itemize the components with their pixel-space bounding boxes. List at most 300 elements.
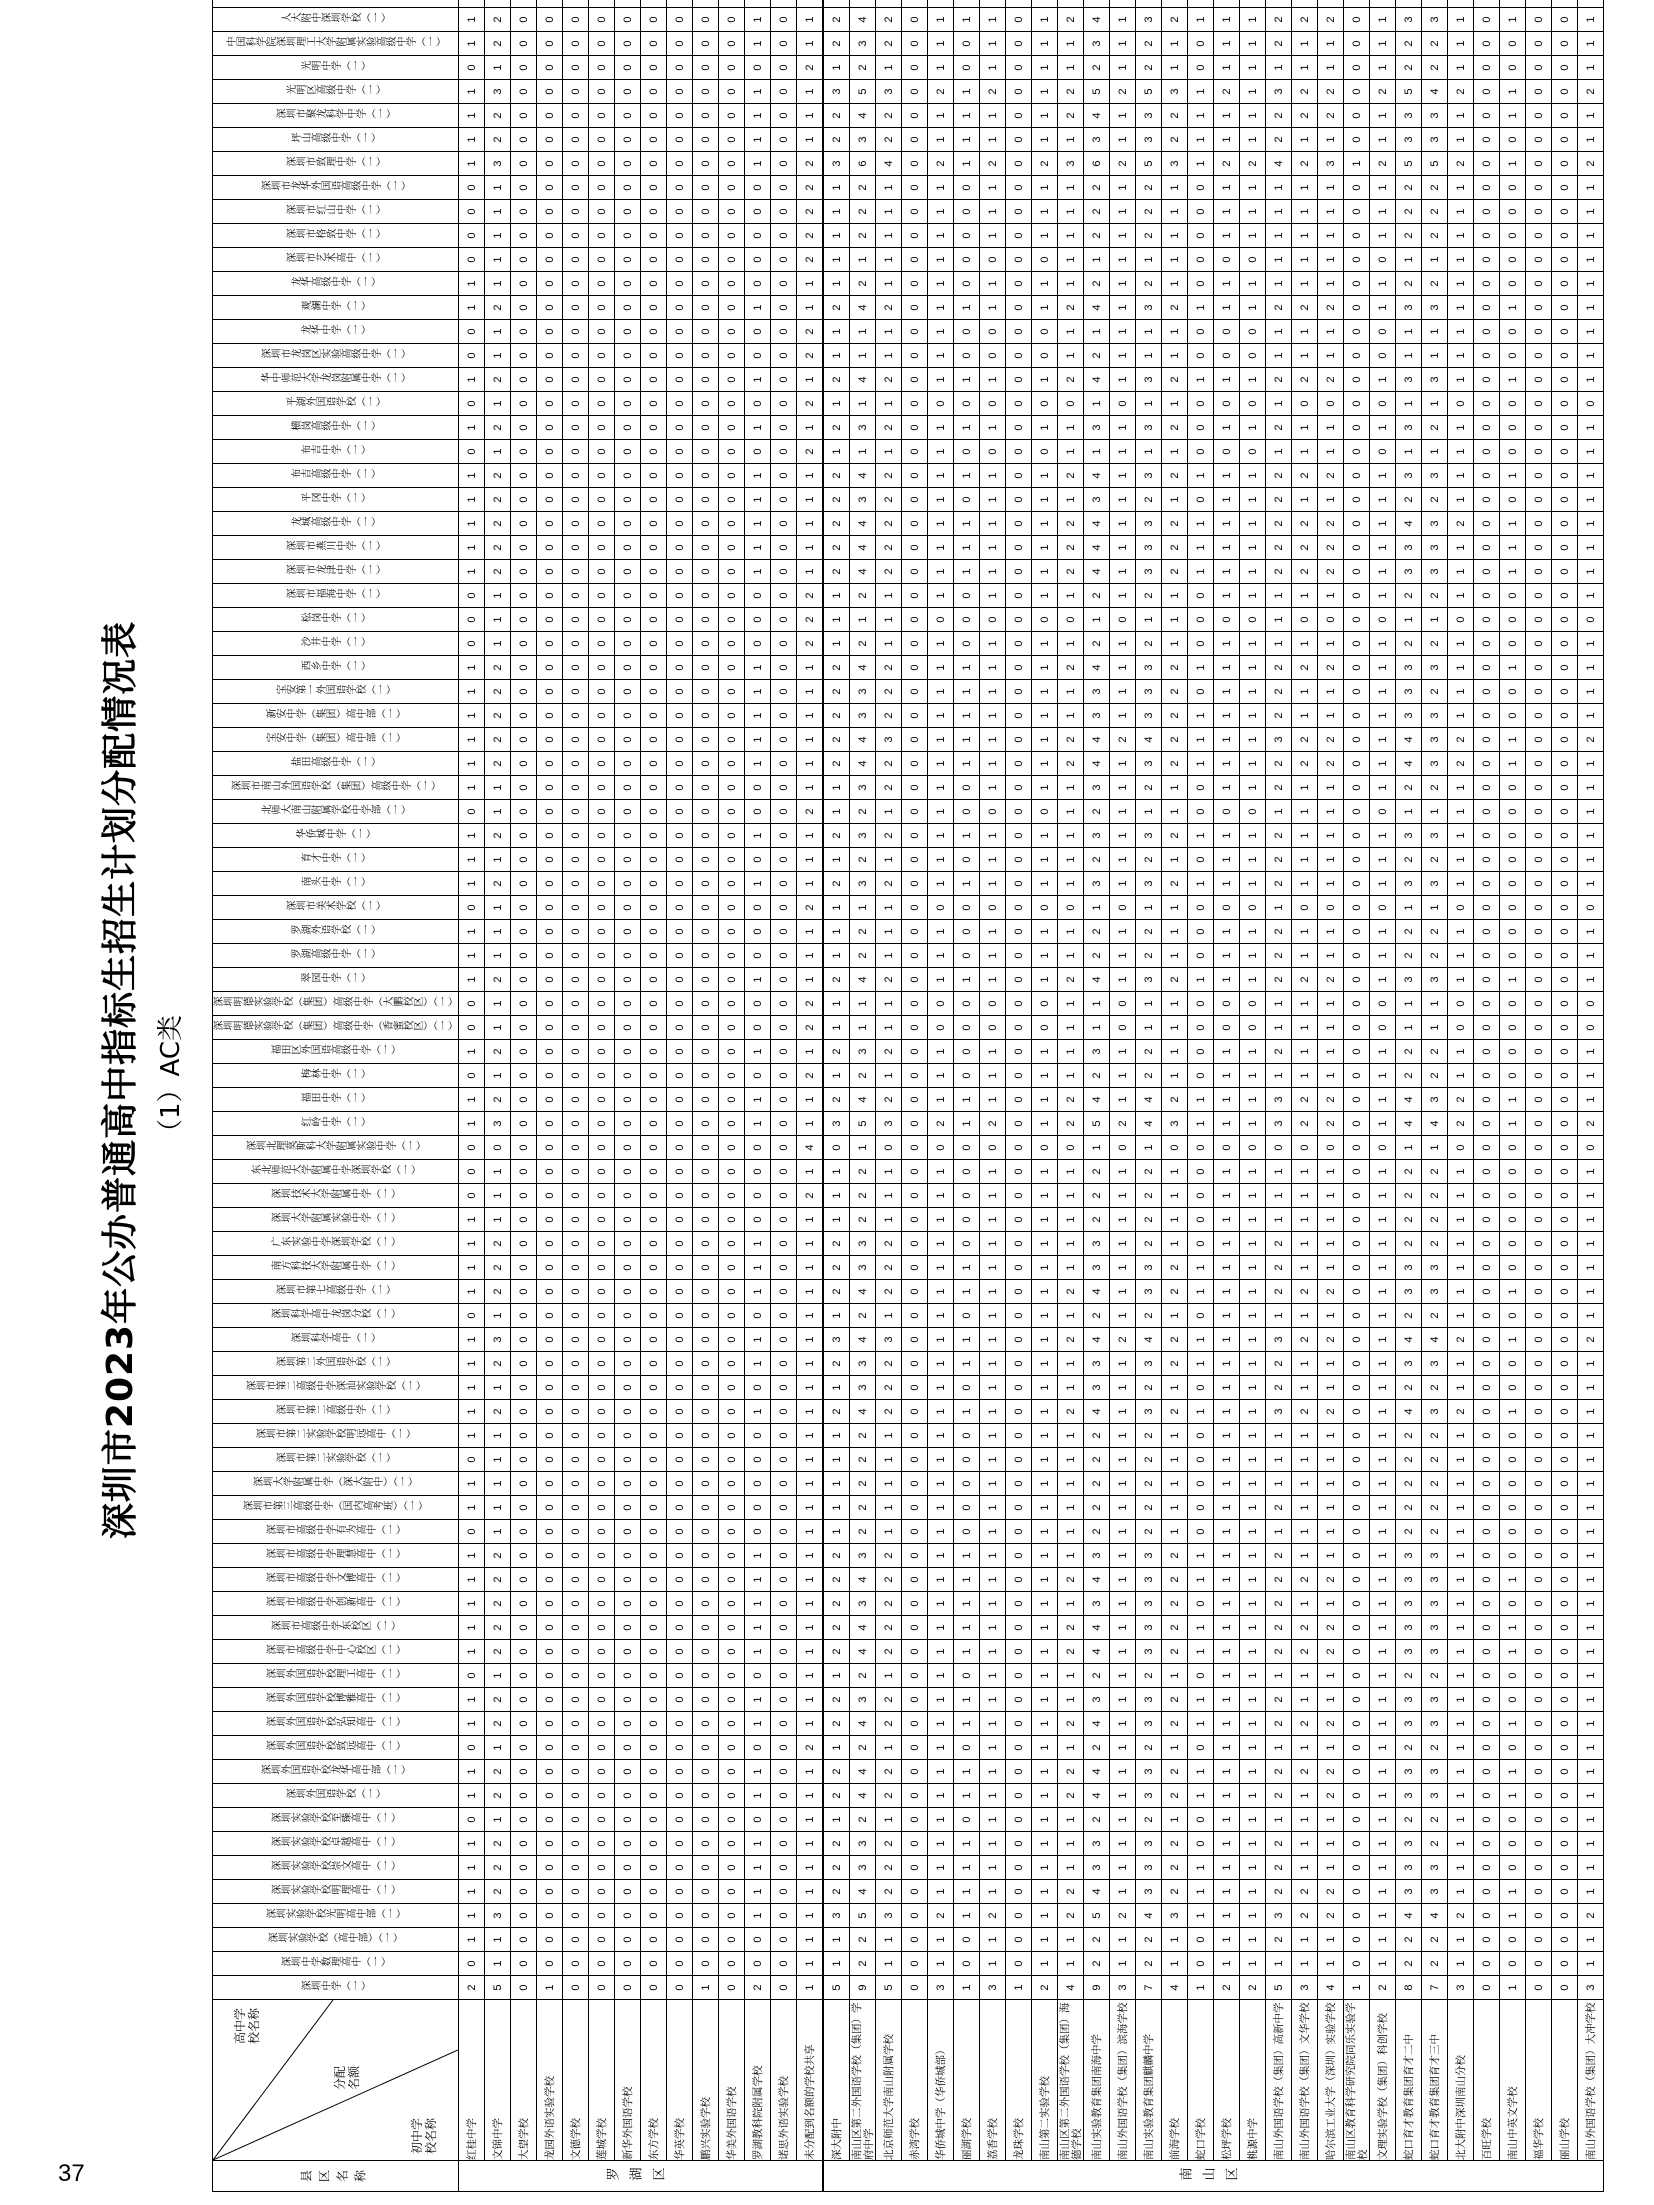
high-school-column-header [213, 464, 459, 488]
quota-cell: 0 [902, 752, 928, 776]
quota-cell: 2 [1084, 1520, 1110, 1544]
quota-cell: 1 [1448, 536, 1474, 560]
quota-cell: 2 [1266, 848, 1292, 872]
quota-cell: 5 [1084, 1112, 1110, 1136]
quota-cell: 2 [1396, 1472, 1422, 1496]
quota-cell: 0 [719, 8, 745, 32]
quota-cell: 1 [1318, 344, 1344, 368]
quota-cell: 2 [797, 56, 824, 80]
quota-cell: 1 [1162, 1040, 1188, 1064]
quota-cell: 0 [693, 1448, 719, 1472]
quota-cell: 3 [1422, 1592, 1448, 1616]
quota-cell: 0 [563, 920, 589, 944]
quota-cell: 2 [1162, 968, 1188, 992]
quota-cell: 0 [641, 872, 667, 896]
quota-cell: 1 [797, 1616, 824, 1640]
quota-cell: 0 [902, 440, 928, 464]
quota-cell: 3 [1136, 1568, 1162, 1592]
quota-cell: 2 [1058, 1616, 1084, 1640]
quota-cell: 0 [615, 1616, 641, 1640]
quota-cell: 2 [1396, 1424, 1422, 1448]
quota-cell: 1 [1214, 512, 1240, 536]
quota-cell: 1 [876, 1304, 902, 1328]
quota-cell: 0 [980, 896, 1006, 920]
quota-cell: 1 [1370, 728, 1396, 752]
quota-cell: 1 [876, 56, 902, 80]
quota-cell: 1 [1188, 1688, 1214, 1712]
quota-cell: 0 [615, 1664, 641, 1688]
quota-cell: 0 [771, 992, 797, 1016]
quota-cell: 1 [797, 1832, 824, 1856]
quota-cell: 1 [1240, 1256, 1266, 1280]
quota-cell: 0 [563, 848, 589, 872]
quota-cell: 1 [954, 152, 980, 176]
quota-cell: 1 [1240, 824, 1266, 848]
quota-cell: 1 [876, 848, 902, 872]
quota-cell: 0 [667, 1976, 693, 2000]
quota-cell: 0 [459, 200, 485, 224]
quota-cell [1552, 0, 1578, 8]
quota-cell: 0 [1526, 632, 1552, 656]
quota-cell: 0 [589, 1136, 615, 1160]
quota-cell: 0 [615, 1112, 641, 1136]
quota-cell: 1 [1448, 776, 1474, 800]
junior-school-name: 新华外国语学校 [615, 2000, 641, 2161]
quota-cell [537, 0, 563, 8]
quota-cell: 0 [589, 1304, 615, 1328]
quota-cell: 2 [1422, 1040, 1448, 1064]
quota-cell: 0 [719, 1088, 745, 1112]
quota-cell: 1 [797, 1520, 824, 1544]
quota-cell: 1 [1058, 1688, 1084, 1712]
quota-cell: 3 [1422, 368, 1448, 392]
quota-cell: 2 [1162, 536, 1188, 560]
quota-cell: 1 [980, 1496, 1006, 1520]
quota-cell: 0 [902, 104, 928, 128]
quota-cell: 0 [1006, 1520, 1032, 1544]
quota-cell: 0 [563, 1880, 589, 1904]
quota-cell: 0 [589, 1544, 615, 1568]
quota-cell: 0 [1344, 344, 1370, 368]
quota-cell: 2 [1396, 176, 1422, 200]
quota-cell: 1 [1214, 632, 1240, 656]
quota-cell: 1 [1240, 1400, 1266, 1424]
quota-cell: 1 [1370, 680, 1396, 704]
quota-cell: 0 [1526, 920, 1552, 944]
quota-cell: 1 [1032, 104, 1058, 128]
quota-cell: 2 [1292, 296, 1318, 320]
quota-cell: 1 [485, 176, 511, 200]
quota-cell: 1 [1578, 1376, 1604, 1400]
quota-cell: 1 [1240, 1760, 1266, 1784]
quota-cell: 0 [615, 392, 641, 416]
table-row [1214, 0, 1240, 2192]
quota-cell: 2 [485, 1712, 511, 1736]
quota-cell: 0 [511, 1808, 537, 1832]
quota-cell: 0 [615, 1880, 641, 1904]
quota-cell: 1 [1240, 1520, 1266, 1544]
quota-cell: 0 [1006, 1424, 1032, 1448]
quota-cell: 0 [719, 1280, 745, 1304]
quota-cell: 1 [876, 1496, 902, 1520]
quota-cell: 1 [1110, 512, 1136, 536]
quota-cell: 0 [1344, 536, 1370, 560]
quota-cell: 2 [1084, 584, 1110, 608]
quota-cell: 0 [537, 1016, 563, 1040]
quota-cell: 0 [1526, 1928, 1552, 1952]
quota-cell: 4 [1084, 1088, 1110, 1112]
quota-cell: 0 [563, 1712, 589, 1736]
quota-cell: 1 [485, 1424, 511, 1448]
quota-cell: 0 [589, 1424, 615, 1448]
quota-cell: 1 [1240, 1832, 1266, 1856]
quota-cell: 1 [1240, 512, 1266, 536]
quota-cell: 1 [1318, 1928, 1344, 1952]
quota-cell: 2 [823, 104, 850, 128]
quota-cell: 4 [850, 752, 876, 776]
quota-cell: 0 [1526, 152, 1552, 176]
quota-cell: 0 [511, 8, 537, 32]
quota-cell: 3 [1422, 104, 1448, 128]
quota-cell: 3 [823, 152, 850, 176]
quota-cell: 0 [719, 1592, 745, 1616]
quota-cell: 2 [1058, 728, 1084, 752]
quota-cell: 2 [1266, 1352, 1292, 1376]
quota-cell: 0 [902, 1568, 928, 1592]
quota-cell: 0 [719, 1544, 745, 1568]
table-row [1162, 0, 1188, 2192]
high-school-column-header [213, 1064, 459, 1088]
quota-cell: 1 [1162, 776, 1188, 800]
quota-cell: 2 [485, 1232, 511, 1256]
quota-cell: 4 [850, 1640, 876, 1664]
quota-cell: 1 [1500, 1976, 1526, 2000]
quota-cell: 2 [1058, 368, 1084, 392]
quota-cell: 1 [1578, 776, 1604, 800]
quota-cell: 3 [1396, 1568, 1422, 1592]
quota-cell: 0 [1526, 296, 1552, 320]
quota-cell: 1 [1292, 1832, 1318, 1856]
quota-cell: 0 [667, 824, 693, 848]
quota-cell: 2 [1266, 536, 1292, 560]
quota-cell: 0 [589, 1112, 615, 1136]
quota-cell: 1 [1266, 1472, 1292, 1496]
high-school-name: 华中师范大学龙岗附属中学（一） [260, 374, 411, 385]
quota-cell: 2 [876, 704, 902, 728]
quota-cell: 1 [1032, 656, 1058, 680]
quota-cell: 0 [589, 464, 615, 488]
quota-cell: 1 [1292, 680, 1318, 704]
quota-cell: 1 [1266, 248, 1292, 272]
quota-cell: 3 [1292, 1976, 1318, 2000]
quota-cell: 0 [1344, 704, 1370, 728]
quota-cell: 3 [1578, 1976, 1604, 2000]
junior-school-name: 南山外国语学校（集团）高新中学 [1266, 2000, 1292, 2161]
quota-cell: 1 [928, 248, 954, 272]
quota-cell: 3 [1084, 1376, 1110, 1400]
quota-cell: 1 [1292, 56, 1318, 80]
quota-cell: 0 [1344, 872, 1370, 896]
quota-cell: 2 [1162, 1712, 1188, 1736]
quota-cell: 2 [850, 176, 876, 200]
quota-cell: 0 [641, 464, 667, 488]
quota-cell: 1 [1162, 848, 1188, 872]
quota-cell: 3 [876, 1904, 902, 1928]
quota-cell: 0 [537, 1904, 563, 1928]
quota-cell: 0 [1006, 920, 1032, 944]
quota-cell: 0 [537, 104, 563, 128]
quota-cell: 0 [693, 1280, 719, 1304]
high-school-name: 深圳市致理中学（一） [285, 158, 386, 169]
quota-cell: 0 [719, 776, 745, 800]
quota-cell: 2 [823, 560, 850, 584]
quota-cell: 4 [1084, 1568, 1110, 1592]
quota-cell: 1 [954, 656, 980, 680]
quota-cell: 0 [1552, 1280, 1578, 1304]
quota-cell: 0 [615, 1520, 641, 1544]
quota-cell: 1 [797, 536, 824, 560]
quota-cell: 1 [1240, 1352, 1266, 1376]
quota-cell: 0 [693, 104, 719, 128]
quota-cell: 0 [589, 1976, 615, 2000]
quota-cell: 1 [459, 8, 485, 32]
quota-cell: 1 [1318, 1520, 1344, 1544]
high-school-name: 深圳市高级中学中心校区（一） [265, 1646, 406, 1657]
quota-cell: 0 [1552, 1448, 1578, 1472]
quota-cell: 0 [745, 344, 771, 368]
quota-cell: 1 [1318, 1856, 1344, 1880]
quota-cell: 1 [797, 704, 824, 728]
quota-cell [771, 0, 797, 8]
quota-cell: 1 [1370, 1304, 1396, 1328]
quota-cell: 0 [1344, 1184, 1370, 1208]
quota-cell: 1 [1318, 920, 1344, 944]
quota-cell: 2 [1292, 1568, 1318, 1592]
quota-cell: 1 [1578, 1088, 1604, 1112]
quota-cell: 1 [1292, 1472, 1318, 1496]
quota-cell: 1 [1188, 968, 1214, 992]
high-school-name: 深圳市格致中学（一） [285, 230, 386, 241]
quota-cell: 0 [1344, 1928, 1370, 1952]
quota-cell: 0 [902, 1712, 928, 1736]
quota-cell: 2 [1110, 1328, 1136, 1352]
high-school-name: 布吉中学（一） [300, 446, 371, 457]
quota-cell: 6 [1084, 152, 1110, 176]
quota-cell: 0 [537, 968, 563, 992]
high-school-column-header [213, 32, 459, 56]
quota-cell: 0 [902, 1688, 928, 1712]
quota-cell [1266, 0, 1292, 8]
quota-cell [1318, 0, 1344, 8]
quota-cell: 0 [1526, 680, 1552, 704]
quota-cell: 2 [1396, 632, 1422, 656]
quota-cell: 0 [667, 560, 693, 584]
quota-cell: 1 [797, 1640, 824, 1664]
quota-cell: 1 [1058, 56, 1084, 80]
quota-cell: 1 [980, 824, 1006, 848]
quota-cell: 0 [745, 1184, 771, 1208]
quota-cell: 0 [1552, 680, 1578, 704]
quota-cell: 0 [563, 1448, 589, 1472]
quota-cell: 0 [1500, 1928, 1526, 1952]
quota-cell: 1 [1240, 1664, 1266, 1688]
quota-cell: 3 [980, 1976, 1006, 2000]
quota-cell: 1 [928, 128, 954, 152]
quota-cell: 2 [485, 872, 511, 896]
high-school-column-header [213, 560, 459, 584]
quota-cell: 4 [876, 152, 902, 176]
quota-cell: 0 [954, 1064, 980, 1088]
quota-cell: 0 [771, 1280, 797, 1304]
quota-cell: 1 [745, 1832, 771, 1856]
quota-cell: 1 [1214, 1520, 1240, 1544]
quota-cell [1214, 0, 1240, 8]
quota-cell: 0 [1552, 944, 1578, 968]
quota-cell: 1 [980, 560, 1006, 584]
quota-cell: 2 [876, 1040, 902, 1064]
high-school-name: 深圳市南山外国语学校（集团）高级中学（一） [230, 782, 441, 793]
quota-cell: 1 [1448, 320, 1474, 344]
quota-cell: 1 [1136, 1136, 1162, 1160]
quota-cell: 0 [719, 968, 745, 992]
quota-cell: 0 [667, 584, 693, 608]
quota-cell: 1 [1058, 1496, 1084, 1520]
quota-cell: 4 [850, 1568, 876, 1592]
quota-cell: 2 [1448, 728, 1474, 752]
quota-cell: 0 [693, 8, 719, 32]
quota-cell: 1 [1136, 344, 1162, 368]
quota-cell: 0 [589, 1616, 615, 1640]
quota-cell: 1 [459, 656, 485, 680]
quota-cell: 0 [615, 1544, 641, 1568]
quota-cell: 0 [1552, 776, 1578, 800]
quota-cell: 0 [1344, 992, 1370, 1016]
quota-cell: 0 [641, 752, 667, 776]
quota-cell: 0 [511, 608, 537, 632]
quota-cell: 1 [1292, 1784, 1318, 1808]
high-school-name: 龙城高级中学（一） [290, 518, 381, 529]
quota-cell: 1 [1032, 1544, 1058, 1568]
quota-cell: 0 [563, 200, 589, 224]
high-school-column-header [213, 872, 459, 896]
quota-cell: 1 [1578, 1592, 1604, 1616]
quota-cell: 1 [1032, 1688, 1058, 1712]
quota-cell: 1 [1448, 1424, 1474, 1448]
quota-cell: 1 [1110, 1352, 1136, 1376]
quota-cell: 4 [850, 968, 876, 992]
quota-cell: 0 [641, 32, 667, 56]
high-school-name: 松岗中学（一） [300, 614, 371, 625]
high-school-name: 深圳实验学校明理高中（一） [270, 1886, 401, 1897]
quota-cell [1344, 0, 1370, 8]
quota-cell: 0 [902, 1208, 928, 1232]
quota-cell: 1 [1188, 1712, 1214, 1736]
quota-cell: 0 [537, 1208, 563, 1232]
high-school-name: 深圳实验学校至臻高中（一） [270, 1814, 401, 1825]
quota-cell: 0 [1110, 392, 1136, 416]
quota-cell: 1 [1422, 344, 1448, 368]
quota-cell: 2 [1162, 1256, 1188, 1280]
table-row [876, 0, 902, 2192]
quota-cell: 1 [745, 1040, 771, 1064]
quota-cell: 3 [1422, 296, 1448, 320]
quota-cell: 0 [902, 1112, 928, 1136]
quota-cell: 1 [928, 272, 954, 296]
quota-cell: 4 [850, 1400, 876, 1424]
quota-cell: 0 [1500, 1016, 1526, 1040]
quota-cell: 0 [1344, 1520, 1370, 1544]
quota-cell: 1 [1370, 56, 1396, 80]
quota-cell: 1 [1214, 776, 1240, 800]
quota-cell: 1 [1032, 776, 1058, 800]
quota-cell: 1 [1084, 1016, 1110, 1040]
quota-cell: 2 [823, 488, 850, 512]
quota-cell: 1 [1578, 1448, 1604, 1472]
quota-cell: 0 [954, 1736, 980, 1760]
quota-cell: 0 [771, 920, 797, 944]
quota-cell: 0 [1188, 992, 1214, 1016]
quota-cell: 2 [1162, 1856, 1188, 1880]
quota-cell: 0 [667, 1160, 693, 1184]
quota-cell: 2 [485, 1400, 511, 1424]
quota-cell: 0 [459, 1736, 485, 1760]
quota-cell: 2 [797, 440, 824, 464]
quota-cell: 2 [1266, 296, 1292, 320]
quota-cell: 0 [954, 1016, 980, 1040]
high-school-column-header [213, 1952, 459, 1976]
quota-cell: 0 [693, 200, 719, 224]
quota-cell: 0 [1474, 1688, 1500, 1712]
quota-cell: 0 [719, 1064, 745, 1088]
quota-cell: 2 [485, 728, 511, 752]
quota-cell: 2 [459, 1976, 485, 2000]
quota-cell: 0 [667, 1784, 693, 1808]
quota-cell: 0 [641, 512, 667, 536]
quota-cell: 4 [797, 1136, 824, 1160]
quota-cell: 0 [537, 1136, 563, 1160]
quota-cell: 0 [771, 368, 797, 392]
quota-cell: 0 [1526, 1784, 1552, 1808]
quota-cell: 1 [1396, 1136, 1422, 1160]
quota-cell: 0 [902, 800, 928, 824]
quota-cell: 1 [823, 800, 850, 824]
quota-cell: 2 [1084, 272, 1110, 296]
quota-cell: 1 [1422, 440, 1448, 464]
high-school-name: 深圳中学（一） [300, 1982, 371, 1993]
quota-cell: 0 [615, 128, 641, 152]
high-school-name: 深圳市第二高级中学深汕实验学校（一） [245, 1382, 426, 1393]
quota-cell: 1 [928, 176, 954, 200]
quota-cell: 1 [928, 1784, 954, 1808]
quota-cell: 0 [667, 1904, 693, 1928]
quota-cell: 0 [589, 1856, 615, 1880]
quota-cell: 0 [1526, 1088, 1552, 1112]
quota-cell: 4 [850, 1784, 876, 1808]
quota-cell: 1 [1058, 632, 1084, 656]
quota-cell: 0 [1526, 872, 1552, 896]
quota-cell: 2 [1292, 1112, 1318, 1136]
quota-cell: 0 [537, 728, 563, 752]
quota-cell: 0 [954, 272, 980, 296]
quota-cell: 1 [1110, 176, 1136, 200]
quota-cell: 0 [902, 1616, 928, 1640]
quota-cell: 1 [1032, 296, 1058, 320]
quota-cell: 0 [589, 656, 615, 680]
quota-cell: 0 [1526, 272, 1552, 296]
quota-cell: 1 [1422, 896, 1448, 920]
quota-cell: 0 [667, 1640, 693, 1664]
quota-cell: 2 [1266, 512, 1292, 536]
